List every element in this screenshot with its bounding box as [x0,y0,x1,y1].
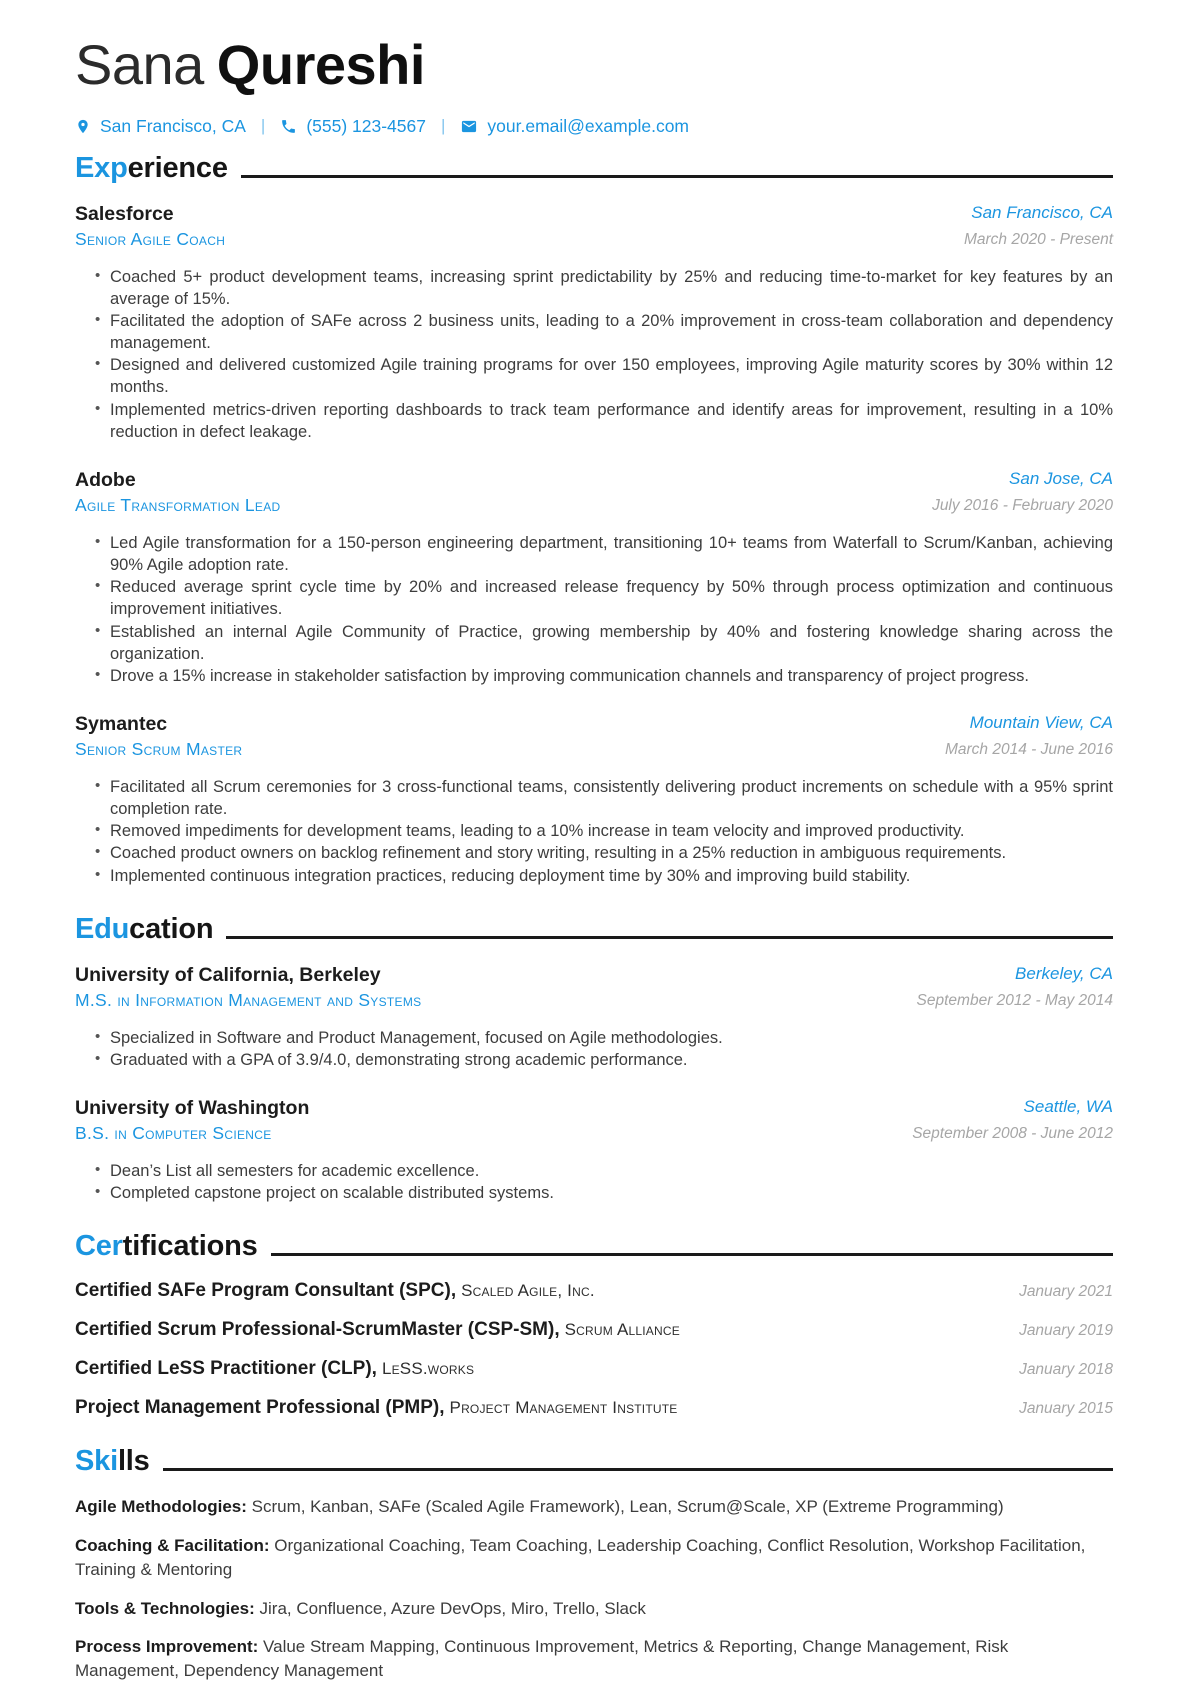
skill-category-label: Agile Methodologies: [75,1497,247,1517]
skill-category-label: Coaching & Facilitation: [75,1536,270,1556]
heading-rule [271,1253,1113,1256]
certification-text [75,1358,474,1380]
heading-rest: cation [129,912,214,945]
certification-name: Certified Scrum Professional-ScrumMaster (CSP-SM), [75,1319,560,1341]
section-heading-experience [75,153,1113,185]
job-dates: March 2014 - June 2016 [944,740,1113,758]
bullet-item: • Facilitated all Scrum ceremonies for 3 cross-functional teams, consistently delivering product increments on schedule with a 95% sprint completion rate. [110,776,1113,820]
section-heading-certifications [75,1231,1113,1263]
certification-issuer: Scaled Agile, Inc. [461,1281,595,1301]
heading-accent: Ski [75,1445,118,1478]
experience-entry [75,202,1113,443]
section-experience [75,153,1113,887]
entry-header [75,468,1113,517]
skill-values: Organizational Coaching, Team Coaching, Leadership Coaching, Conflict Resolution, Workshop Facilitation, Training & Mentoring [75,1536,1086,1579]
entry-right [917,963,1113,1011]
candidate-name [75,33,1113,96]
location-pin-icon [75,118,91,135]
education-entry [75,963,1113,1071]
bullet-item: • Graduated with a GPA of 3.9/4.0, demonstrating strong academic performance. [110,1049,1113,1071]
skill-values: Jira, Confluence, Azure DevOps, Miro, Trello, Slack [259,1598,646,1618]
certification-text [75,1280,595,1302]
certification-text [75,1319,680,1341]
certification-row [75,1397,1113,1419]
entry-header [75,202,1113,251]
job-title: Agile Transformation Lead [75,495,281,516]
skill-values: Scrum, Kanban, SAFe (Scaled Agile Framework), Lean, Scrum@Scale, XP (Extreme Programming) [251,1497,1004,1517]
education-entry [75,1096,1113,1204]
phone-icon [280,118,297,135]
company-name: Adobe [75,468,136,491]
bullet-item: • Implemented metrics-driven reporting dashboards to track team performance and identify areas for improvement, resulting in a 10% reduction in defect leakage. [110,399,1113,443]
experience-entry [75,468,1113,687]
resume-header [75,33,1113,137]
heading-rule [226,936,1113,939]
contact-email-text[interactable]: your.email@example.com [487,115,689,136]
entry-right [932,468,1113,516]
certification-name: Certified SAFe Program Consultant (SPC), [75,1280,457,1302]
contact-separator: | [440,116,446,136]
bullet-item: • Specialized in Software and Product Management, focused on Agile methodologies. [110,1027,1113,1049]
entry-left [75,202,225,251]
bullet-list [75,532,1113,687]
heading-rest: lls [117,1445,150,1478]
contact-separator: | [260,116,266,136]
section-certifications [75,1231,1113,1419]
entry-header [75,963,1113,1012]
heading-accent: Edu [75,912,130,945]
experience-entry [75,712,1113,887]
skill-category-label: Process Improvement: [75,1637,259,1657]
bullet-item: • Coached 5+ product development teams, increasing sprint predictability by 25% and reducing time-to-market for key features by an average of 15%. [110,266,1113,310]
section-heading-skills [75,1446,1113,1478]
entry-left [75,1096,309,1145]
contact-phone-text[interactable]: (555) 123-4567 [306,115,426,136]
certification-row [75,1358,1113,1380]
bullet-item: • Removed impediments for development teams, leading to a 10% increase in team velocity and improved productivity. [110,820,1113,842]
bullet-list [75,1027,1113,1071]
contact-phone[interactable] [280,116,426,137]
envelope-icon [460,118,478,135]
certification-date: January 2018 [1019,1361,1113,1379]
school-name: University of Washington [75,1096,310,1119]
entry-right [945,712,1113,760]
job-location: Mountain View, CA [969,712,1113,732]
bullet-list [75,776,1113,887]
contact-email[interactable] [460,116,689,137]
certification-date: January 2021 [1019,1283,1113,1301]
bullet-list [75,266,1113,443]
bullet-item: • Completed capstone project on scalable distributed systems. [110,1182,1113,1204]
skill-row [75,1635,1113,1683]
job-dates: July 2016 - February 2020 [932,496,1113,514]
bullet-item: • Reduced average sprint cycle time by 20% and increased release frequency by 50% through process optimization and continuous improvement initiatives. [110,576,1113,620]
bullet-item: • Implemented continuous integration practices, reducing deployment time by 30% and improving build stability. [110,865,1113,887]
heading-rest: erience [127,151,228,184]
school-dates: September 2012 - May 2014 [916,991,1113,1009]
skill-values: Value Stream Mapping, Continuous Improvement, Metrics & Reporting, Change Management, Risk Management, Dependency Management [75,1637,1009,1681]
entry-header [75,712,1113,761]
bullet-item: • Dean’s List all semesters for academic excellence. [110,1160,1113,1182]
job-location: San Jose, CA [1009,468,1113,488]
candidate-last-name: Qureshi [216,33,425,96]
heading-rest: tifications [122,1230,258,1263]
job-title: Senior Scrum Master [75,739,243,760]
contact-location [75,116,246,137]
job-title: Senior Agile Coach [75,229,226,250]
certification-issuer: Scrum Alliance [564,1320,680,1340]
company-name: Symantec [75,712,168,735]
bullet-item: • Facilitated the adoption of SAFe across 2 business units, leading to a 20% improvement in cross-team collaboration and dependency management. [110,310,1113,354]
entry-right [912,1096,1113,1144]
entry-left [75,963,421,1012]
certification-issuer: LeSS.works [381,1359,475,1379]
bullet-list [75,1160,1113,1204]
certification-name: Certified LeSS Practitioner (CLP), [75,1358,377,1380]
entry-left [75,468,280,517]
bullet-item: • Drove a 15% increase in stakeholder satisfaction by improving communication channels and transparency of project progress. [110,665,1113,687]
certification-name: Project Management Professional (PMP), [75,1397,445,1419]
school-name: University of California, Berkeley [75,963,381,986]
entry-right [964,202,1113,250]
degree-title: M.S. in Information Management and Systems [75,989,422,1010]
school-location: Berkeley, CA [1015,963,1113,983]
candidate-first-name: Sana [75,33,204,96]
bullet-item: • Led Agile transformation for a 150-person engineering department, transitioning 10+ teams from Waterfall to Scrum/Kanban, achieving 90% Agile adoption rate. [110,532,1113,576]
heading-accent: Cer [75,1230,123,1263]
skill-row [75,1597,1113,1621]
contact-location-text: San Francisco, CA [100,115,246,136]
section-education [75,914,1113,1205]
school-dates: September 2008 - June 2012 [912,1125,1113,1143]
heading-accent: Exp [75,151,128,184]
bullet-item: • Established an internal Agile Community of Practice, growing membership by 40% and fostering knowledge sharing across the organization. [110,621,1113,665]
certification-issuer: Project Management Institute [449,1398,678,1418]
heading-rule [163,1468,1113,1471]
entry-left [75,712,242,761]
entry-header [75,1096,1113,1145]
section-heading-education [75,914,1113,946]
bullet-item: • Designed and delivered customized Agile training programs for over 150 employees, improving Agile maturity scores by 30% within 12 months. [110,354,1113,398]
skill-category-label: Tools & Technologies: [75,1598,255,1618]
bullet-item: • Coached product owners on backlog refinement and story writing, resulting in a 25% reduction in ambiguous requirements. [110,842,1113,864]
skill-row [75,1495,1113,1519]
certification-text [75,1397,677,1419]
certification-row [75,1319,1113,1341]
job-dates: March 2020 - Present [963,230,1113,248]
school-location: Seattle, WA [1023,1096,1113,1116]
heading-rule [241,175,1113,178]
job-location: San Francisco, CA [971,202,1113,222]
company-name: Salesforce [75,202,174,225]
certification-date: January 2019 [1019,1322,1113,1340]
degree-title: B.S. in Computer Science [75,1123,272,1144]
contact-row [75,116,1113,137]
skill-row [75,1534,1113,1582]
certification-date: January 2015 [1019,1400,1113,1418]
certification-row [75,1280,1113,1302]
section-skills [75,1446,1113,1683]
